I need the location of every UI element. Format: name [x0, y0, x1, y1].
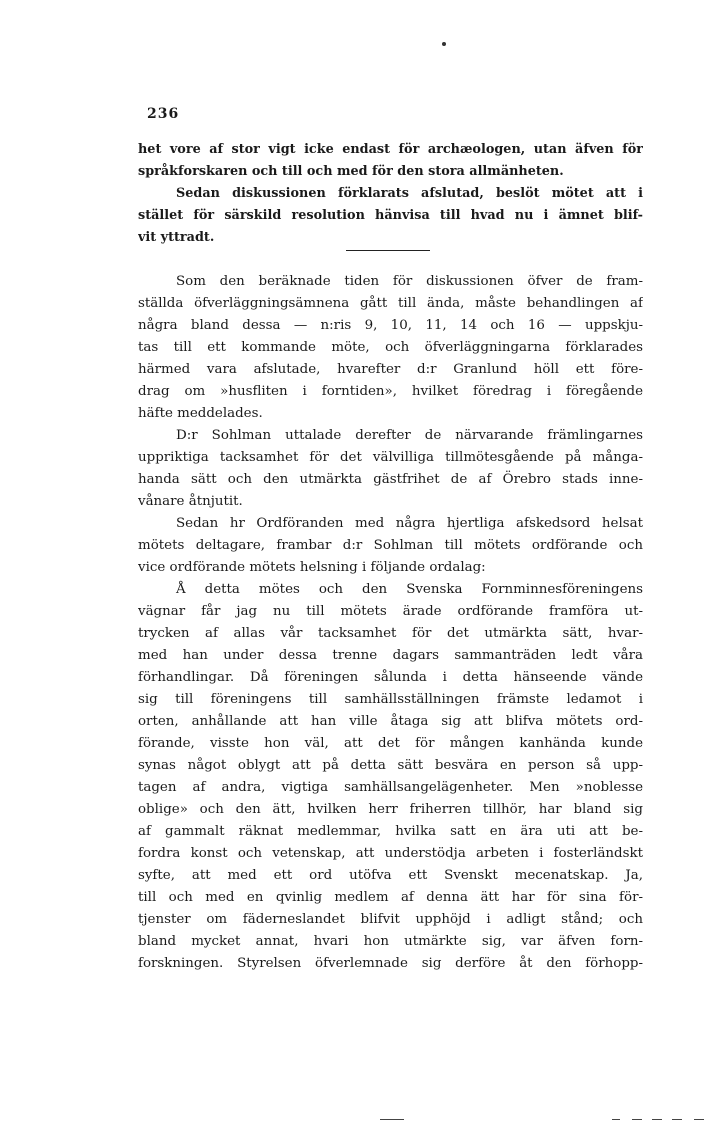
- text-line: några bland dessa — n:ris 9, 10, 11, 14 och 16 — uppskju-: [138, 318, 643, 333]
- text-line: förande, visste hon väl, att det för mången kanhända kunde: [138, 736, 643, 751]
- text-line: D:r Sohlman uttalade derefter de närvarande främlingarnes: [176, 428, 643, 443]
- section-divider: [346, 250, 430, 251]
- text-line: bland mycket annat, hvari hon utmärkte sig, var äfven forn-: [138, 934, 643, 949]
- text-line: tjenster om fäderneslandet blifvit upphöjd i adligt stånd; och: [138, 912, 643, 927]
- text-line: Sedan diskussionen förklarats afslutad, beslöt mötet att i: [176, 186, 643, 201]
- text-line: synas något oblygt att på detta sätt besvära en person så upp-: [138, 758, 643, 773]
- text-line: oblige» och den ätt, hvilken herr friherren tillhör, har bland sig: [138, 802, 643, 817]
- text-line: af gammalt räknat medlemmar, hvilka satt en ära uti att be-: [138, 824, 643, 839]
- text-line: Som den beräknade tiden för diskussionen öfver de fram-: [176, 274, 643, 289]
- text-line: forskningen. Styrelsen öfverlemnade sig derföre åt den förhopp-: [138, 956, 643, 971]
- text-line: fordra konst och vetenskap, att understödja arbeten i fosterländskt: [138, 846, 643, 861]
- ink-speck: [442, 42, 446, 46]
- text-line: Sedan hr Ordföranden med några hjertliga afskedsord helsat: [176, 516, 643, 531]
- text-line: handa sätt och den utmärkta gästfrihet de af Örebro stads inne-: [138, 472, 643, 487]
- text-line: tas till ett kommande möte, och öfverläggningarna förklarades: [138, 340, 643, 355]
- scan-mark: [612, 1119, 620, 1120]
- scan-mark: [672, 1119, 682, 1120]
- scan-mark: [694, 1119, 704, 1120]
- text-line: med han under dessa trenne dagars sammanträden ledt våra: [138, 648, 643, 663]
- text-line: syfte, att med ett ord utöfva ett Svenskt mecenatskap. Ja,: [138, 868, 643, 883]
- text-line: mötets deltagare, frambar d:r Sohlman till mötets ordförande och: [138, 538, 643, 553]
- text-line: häfte meddelades.: [138, 406, 263, 421]
- text-line: härmed vara afslutade, hvarefter d:r Granlund höll ett före-: [138, 362, 643, 377]
- page-number: 236: [147, 106, 180, 122]
- text-line: tagen af andra, vigtiga samhällsangelägenheter. Men »noblesse: [138, 780, 643, 795]
- text-line: vånare åtnjutit.: [138, 494, 243, 509]
- text-line: språkforskaren och till och med för den stora allmänheten.: [138, 164, 564, 179]
- text-line: trycken af allas vår tacksamhet för det utmärkta sätt, hvar-: [138, 626, 643, 641]
- scan-mark: [380, 1119, 404, 1120]
- text-line: uppriktiga tacksamhet för det välvilliga tillmötesgående på många-: [138, 450, 643, 465]
- text-line: sig till föreningens till samhällsställningen främste ledamot i: [138, 692, 643, 707]
- text-line: het vore af stor vigt icke endast för archæologen, utan äfven för: [138, 142, 643, 157]
- text-line: förhandlingar. Då föreningen sålunda i detta hänseende vände: [138, 670, 643, 685]
- text-line: vit yttradt.: [138, 230, 215, 245]
- text-line: stället för särskild resolution hänvisa till hvad nu i ämnet blif-: [138, 208, 643, 223]
- text-line: vice ordförande mötets helsning i följande ordalag:: [138, 560, 486, 575]
- text-line: vägnar får jag nu till mötets ärade ordförande framföra ut-: [138, 604, 643, 619]
- bottom-scan-marks: [0, 1117, 728, 1123]
- text-line: Å detta mötes och den Svenska Fornminnesföreningens: [176, 582, 643, 597]
- text-line: drag om »husfliten i forntiden», hvilket föredrag i föregående: [138, 384, 643, 399]
- second-text-block: [138, 271, 643, 975]
- text-line: ställda öfverläggningsämnena gått till ända, måste behandlingen af: [138, 296, 643, 311]
- first-text-block: [138, 139, 643, 249]
- text-line: till och med en qvinlig medlem af denna ätt har för sina för-: [138, 890, 643, 905]
- text-line: orten, anhållande att han ville åtaga sig att blifva mötets ord-: [138, 714, 643, 729]
- scan-mark: [652, 1119, 662, 1120]
- scan-mark: [632, 1119, 642, 1120]
